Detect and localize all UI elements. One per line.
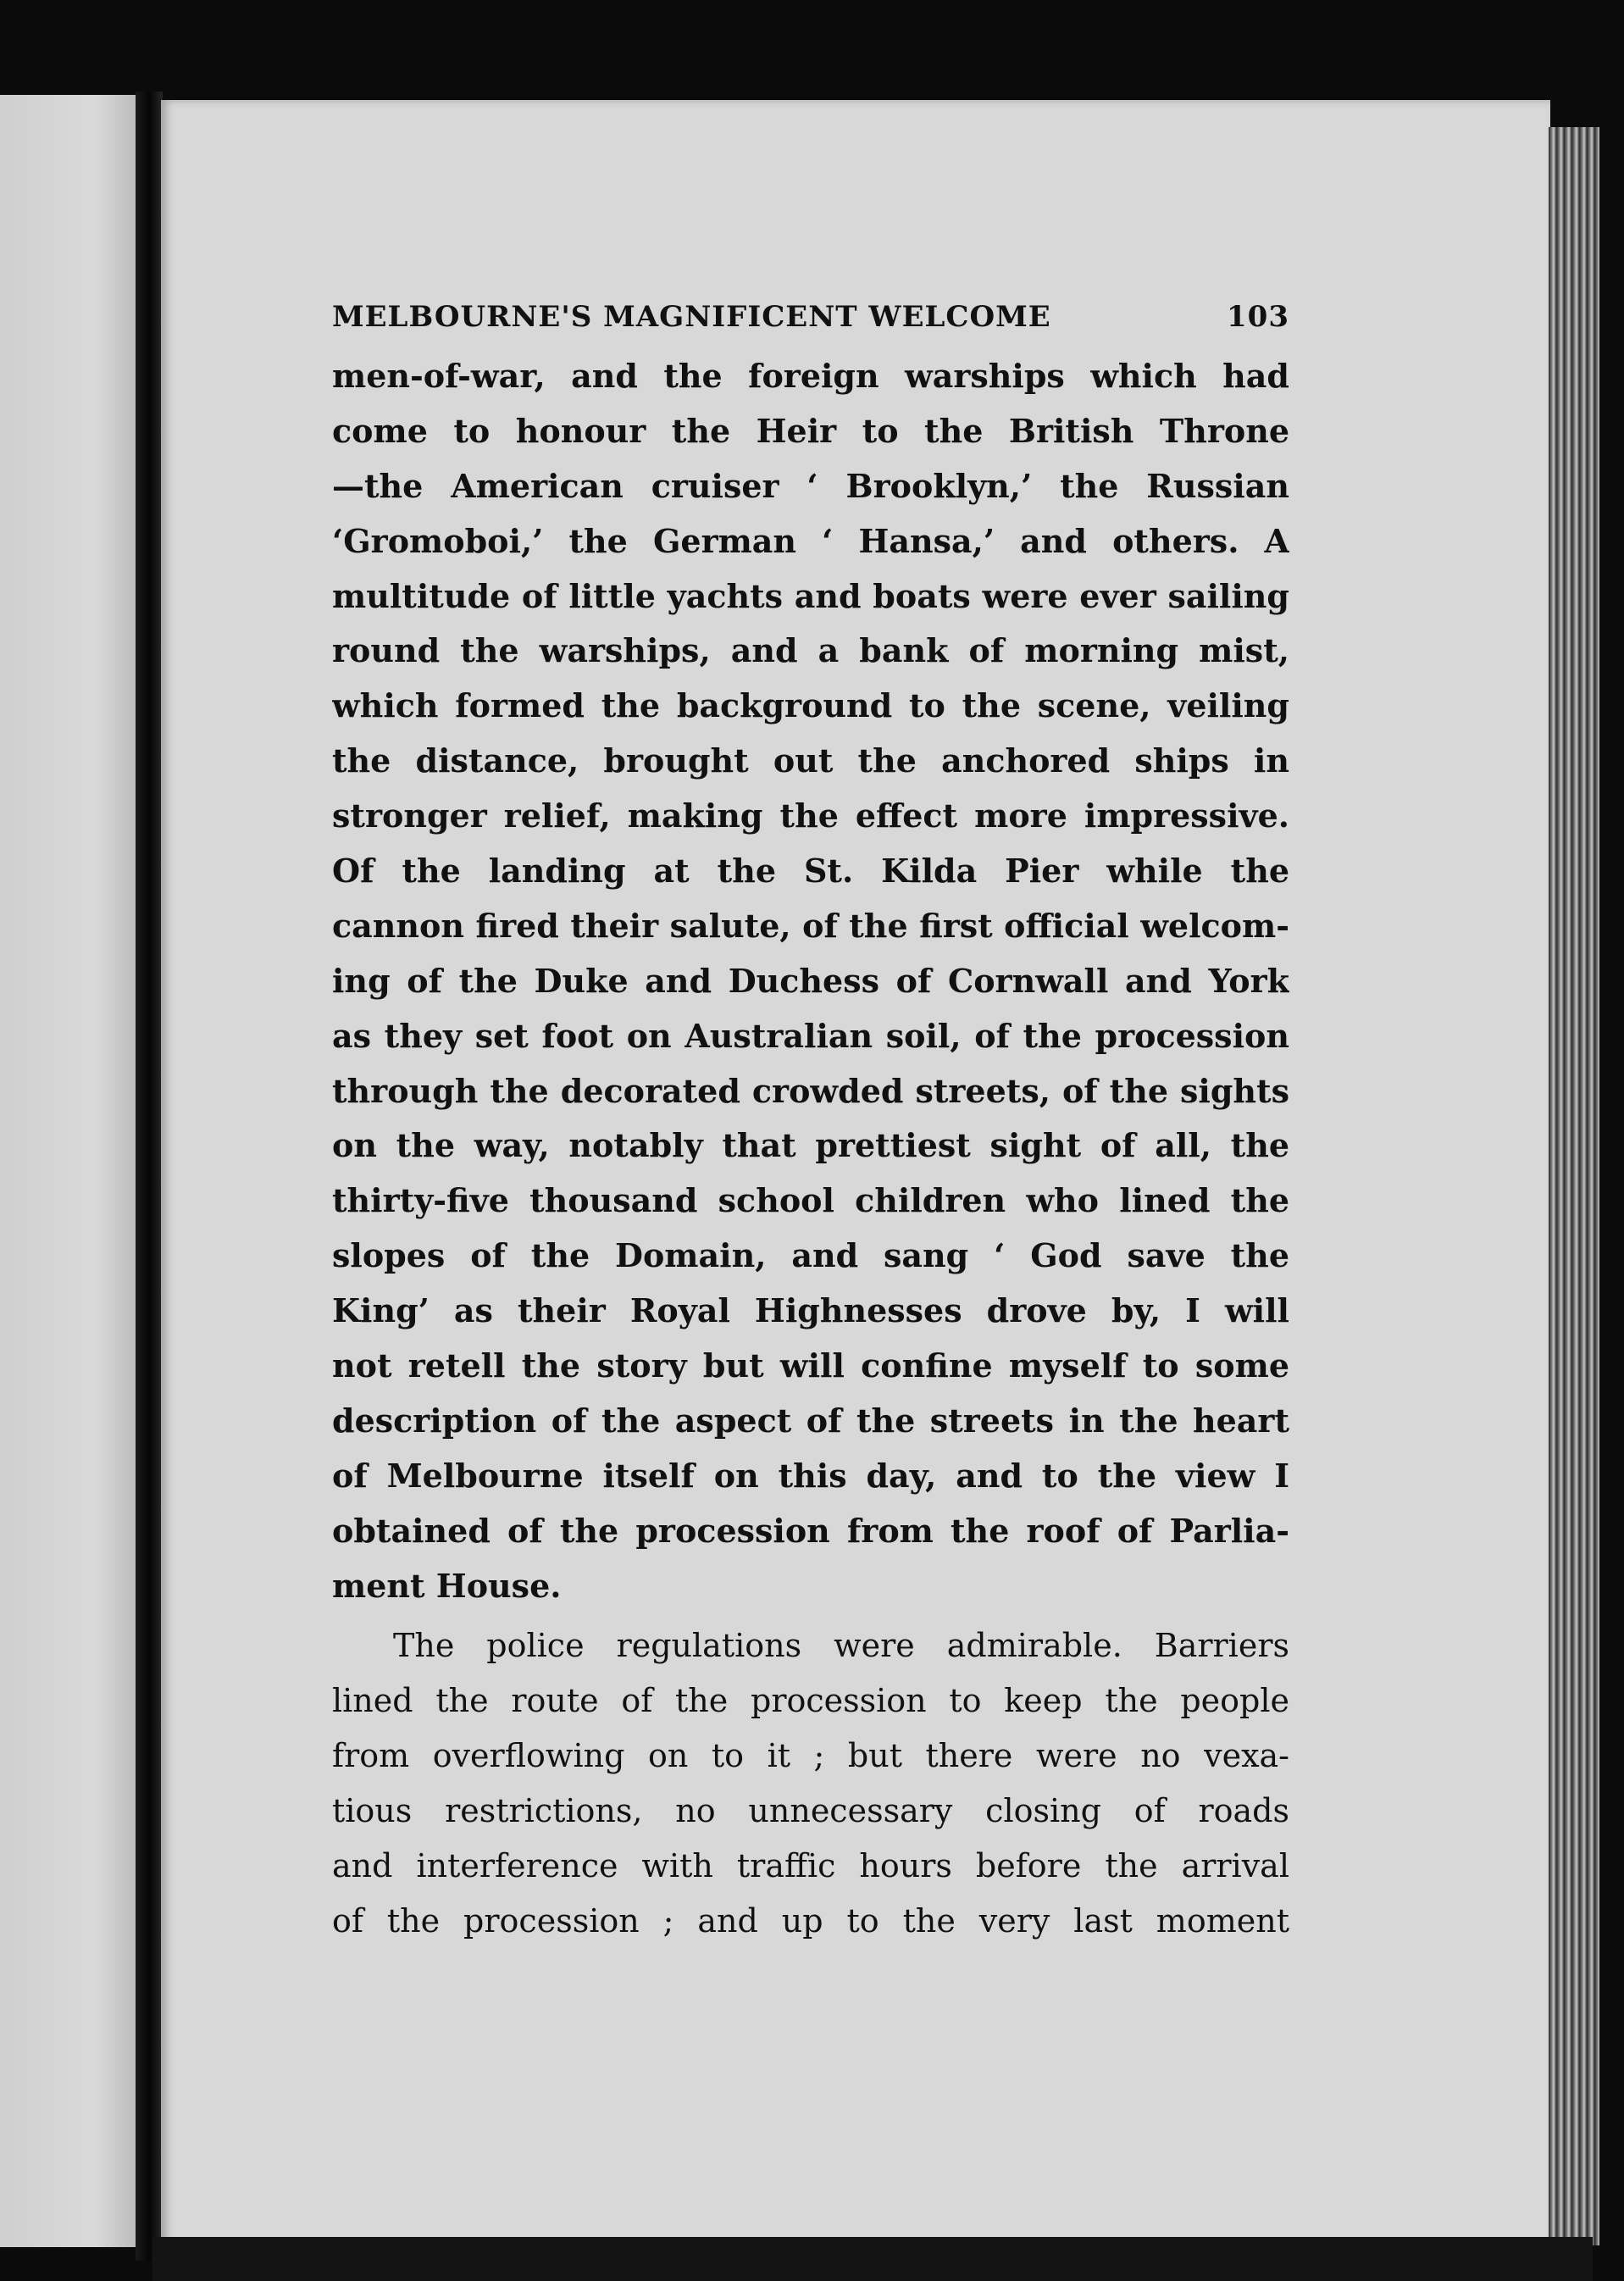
text-line: as they set foot on Australian soil, of the procession xyxy=(332,1016,1289,1055)
text-line: description of the aspect of the streets in the heart xyxy=(332,1401,1289,1440)
text-line: through the decorated crowded streets, of the sights xyxy=(332,1071,1289,1110)
text-line: slopes of the Domain, and sang ‘ God save the xyxy=(332,1236,1289,1275)
text-line: and interference with traffic hours before the arrival xyxy=(332,1847,1289,1885)
text-line: obtained of the procession from the roof of Parlia- xyxy=(332,1511,1289,1550)
text-line: from overflowing on to it ; but there were no vexa- xyxy=(332,1737,1289,1775)
text-line: on the way, notably that prettiest sight of all, the xyxy=(332,1126,1289,1165)
text-line: multitude of little yachts and boats were ever sailing xyxy=(332,576,1289,615)
text-line: ‘Gromoboi,’ the German ‘ Hansa,’ and others. A xyxy=(332,521,1289,560)
text-line: King’ as their Royal Highnesses drove by, I will xyxy=(332,1291,1289,1330)
paragraph-1 xyxy=(332,349,1289,1613)
facing-page-edge xyxy=(0,95,136,2247)
book-gutter xyxy=(136,92,163,2261)
text-line: not retell the story but will confine myself to some xyxy=(332,1346,1289,1385)
text-line: lined the route of the procession to keep the people xyxy=(332,1682,1289,1720)
page-text-block xyxy=(332,290,1289,1949)
running-head xyxy=(332,290,1289,344)
text-line: —the American cruiser ‘ Brooklyn,’ the Russian xyxy=(332,466,1289,505)
text-line: the distance, brought out the anchored ships in xyxy=(332,741,1289,780)
text-line: ment House. xyxy=(332,1566,562,1605)
running-head-title: MELBOURNE'S MAGNIFICENT WELCOME xyxy=(332,300,1051,334)
bottom-shadow xyxy=(152,2237,1593,2281)
text-line: The police regulations were admirable. Barriers xyxy=(393,1627,1289,1665)
text-line: come to honour the Heir to the British Throne xyxy=(332,411,1289,450)
text-line: of Melbourne itself on this day, and to the view I xyxy=(332,1456,1289,1495)
page-number: 103 xyxy=(1227,300,1289,334)
text-line: ing of the Duke and Duchess of Cornwall and York xyxy=(332,961,1289,1000)
text-line: thirty-five thousand school children who lined the xyxy=(332,1181,1289,1220)
text-line: tious restrictions, no unnecessary closing of roads xyxy=(332,1792,1289,1830)
text-line: of the procession ; and up to the very last moment xyxy=(332,1901,1289,1940)
text-line: round the warships, and a bank of morning mist, xyxy=(332,631,1289,670)
paragraph-2 xyxy=(332,1618,1289,1948)
text-line: Of the landing at the St. Kilda Pier while the xyxy=(332,852,1289,891)
text-line: men-of-war, and the foreign warships which had xyxy=(332,357,1289,395)
text-line: which formed the background to the scene, veiling xyxy=(332,686,1289,725)
text-line: stronger relief, making the effect more impressive. xyxy=(332,796,1289,835)
text-line: cannon fired their salute, of the first official welcom- xyxy=(332,906,1289,945)
page-stack-edges xyxy=(1549,127,1599,2245)
